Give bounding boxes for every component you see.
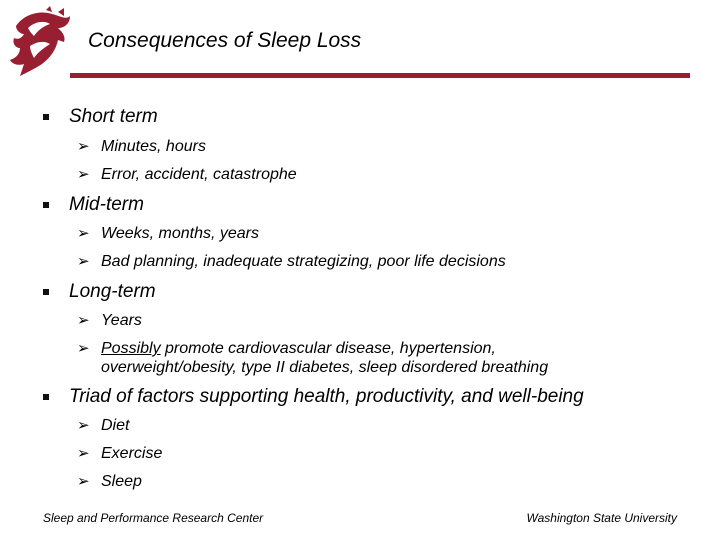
arrow-bullet-icon: ➢: [77, 253, 90, 270]
bullet-text: Mid-term: [69, 194, 144, 215]
sub-bullet-text: Error, accident, catastrophe: [101, 166, 297, 183]
underlined-word: Possibly: [101, 340, 161, 357]
bullet-text: Short term: [69, 106, 158, 127]
footer-right-text: Washington State University: [526, 511, 677, 525]
square-bullet-icon: [43, 202, 49, 208]
sub-bullet-text-line2: overweight/obesity, type II diabetes, sleep disordered breathing: [101, 359, 549, 376]
arrow-bullet-icon: ➢: [77, 340, 90, 357]
sub-bullet-text: Diet: [101, 417, 130, 434]
arrow-bullet-icon: ➢: [77, 166, 90, 183]
sub-bullet-text: Weeks, months, years: [101, 225, 259, 242]
bullet-text: Triad of factors supporting health, productivity, and well-being: [69, 386, 584, 407]
sub-bullet-text: Sleep: [101, 473, 142, 490]
sub-bullet-text: Bad planning, inadequate strategizing, poor life decisions: [101, 253, 506, 270]
sub-bullet-text: [101, 339, 548, 377]
arrow-bullet-icon: ➢: [77, 473, 90, 490]
square-bullet-icon: [43, 114, 49, 120]
sub-bullet-text: Exercise: [101, 445, 163, 462]
square-bullet-icon: [43, 394, 49, 400]
sub-bullet-text: Minutes, hours: [101, 138, 206, 155]
bullet-text: Long-term: [69, 281, 156, 302]
arrow-bullet-icon: ➢: [77, 445, 90, 462]
arrow-bullet-icon: ➢: [77, 225, 90, 242]
square-bullet-icon: [43, 289, 49, 295]
slide-title: Consequences of Sleep Loss: [88, 29, 362, 52]
sub-bullet-text: Years: [101, 312, 142, 329]
arrow-bullet-icon: ➢: [77, 138, 90, 155]
arrow-bullet-icon: ➢: [77, 417, 90, 434]
footer-left-text: Sleep and Performance Research Center: [43, 511, 264, 525]
arrow-bullet-icon: ➢: [77, 312, 90, 329]
sub-bullet-text-rest: promote cardiovascular disease, hypertension,: [160, 340, 496, 357]
